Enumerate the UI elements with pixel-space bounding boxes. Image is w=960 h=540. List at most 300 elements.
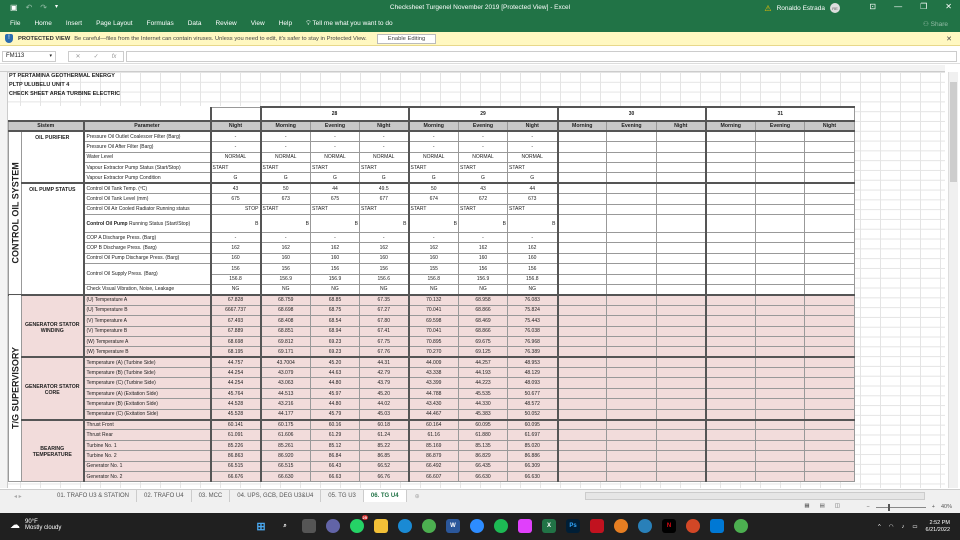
data-cell[interactable]: 67.41 [360, 326, 409, 336]
data-cell[interactable]: 86.829 [459, 451, 508, 461]
data-cell[interactable] [706, 264, 756, 274]
data-cell[interactable] [657, 472, 706, 482]
data-cell[interactable] [805, 142, 855, 152]
data-cell[interactable] [657, 305, 706, 315]
data-cell[interactable]: 69.23 [311, 336, 360, 346]
data-cell[interactable]: 50 [409, 183, 459, 193]
powerpoint-icon[interactable] [686, 519, 700, 533]
data-cell[interactable]: 44.80 [311, 378, 360, 388]
data-cell[interactable]: - [409, 131, 459, 141]
data-cell[interactable]: 85.22 [360, 440, 409, 450]
data-cell[interactable]: 85.169 [409, 440, 459, 450]
data-cell[interactable] [657, 274, 706, 284]
data-cell[interactable] [706, 305, 756, 315]
data-cell[interactable] [706, 378, 756, 388]
data-cell[interactable] [657, 173, 706, 183]
data-cell[interactable]: G [261, 173, 311, 183]
data-cell[interactable] [756, 163, 805, 173]
data-cell[interactable] [657, 420, 706, 430]
data-cell[interactable]: 160 [360, 253, 409, 263]
data-cell[interactable]: 43.063 [261, 378, 311, 388]
data-cell[interactable]: 66.43 [311, 461, 360, 471]
data-cell[interactable] [706, 274, 756, 284]
data-cell[interactable] [657, 357, 706, 367]
data-cell[interactable]: 68.958 [459, 295, 508, 305]
data-cell[interactable]: 61.606 [261, 430, 311, 440]
zoom-app-icon[interactable] [470, 519, 484, 533]
data-cell[interactable] [657, 440, 706, 450]
data-cell[interactable] [706, 142, 756, 152]
data-cell[interactable]: 48.953 [508, 357, 558, 367]
data-cell[interactable] [607, 368, 657, 378]
data-cell[interactable]: 156 [508, 264, 558, 274]
data-cell[interactable]: 156 [211, 264, 261, 274]
name-box[interactable] [2, 51, 56, 62]
data-cell[interactable]: 44 [311, 183, 360, 193]
data-cell[interactable] [607, 388, 657, 398]
data-cell[interactable]: NG [311, 284, 360, 294]
data-cell[interactable] [756, 420, 805, 430]
data-cell[interactable]: - [360, 142, 409, 152]
data-cell[interactable] [706, 131, 756, 141]
data-cell[interactable]: 45.97 [311, 388, 360, 398]
data-cell[interactable]: - [311, 233, 360, 243]
data-cell[interactable]: 66.676 [211, 472, 261, 482]
data-cell[interactable]: 60.18 [360, 420, 409, 430]
data-cell[interactable]: 50.677 [508, 388, 558, 398]
data-cell[interactable] [607, 243, 657, 253]
whatsapp-icon[interactable] [350, 515, 367, 533]
data-cell[interactable]: 45.383 [459, 409, 508, 419]
data-cell[interactable] [756, 326, 805, 336]
data-cell[interactable]: 162 [409, 243, 459, 253]
data-cell[interactable]: START [459, 163, 508, 173]
windows-start-icon[interactable]: ⊞ [256, 520, 266, 533]
data-cell[interactable]: 44.467 [409, 409, 459, 419]
data-cell[interactable] [756, 451, 805, 461]
data-cell[interactable]: 44.254 [211, 368, 261, 378]
data-cell[interactable]: NORMAL [409, 152, 459, 162]
data-cell[interactable] [805, 430, 855, 440]
data-cell[interactable]: 44.31 [360, 357, 409, 367]
data-cell[interactable]: 85.226 [211, 440, 261, 450]
data-cell[interactable]: 60.095 [508, 420, 558, 430]
data-cell[interactable] [558, 357, 607, 367]
data-cell[interactable] [805, 378, 855, 388]
data-cell[interactable]: 160 [261, 253, 311, 263]
user-account[interactable] [764, 3, 840, 13]
data-cell[interactable]: 86.84 [311, 451, 360, 461]
data-cell[interactable]: 162 [261, 243, 311, 253]
data-cell[interactable]: 60.175 [261, 420, 311, 430]
share-button[interactable] [923, 20, 948, 28]
data-cell[interactable] [756, 253, 805, 263]
battery-icon[interactable]: ▭ [912, 524, 918, 530]
data-cell[interactable]: 61.16 [409, 430, 459, 440]
data-cell[interactable]: 68.698 [261, 305, 311, 315]
data-cell[interactable] [558, 274, 607, 284]
data-cell[interactable]: 66.630 [261, 472, 311, 482]
tab-data[interactable]: Data [187, 20, 202, 27]
data-cell[interactable]: START [261, 204, 311, 214]
data-cell[interactable] [657, 183, 706, 193]
data-cell[interactable]: B [261, 215, 311, 233]
data-cell[interactable]: 86.879 [409, 451, 459, 461]
data-cell[interactable]: 70.895 [409, 336, 459, 346]
data-cell[interactable] [607, 472, 657, 482]
data-cell[interactable]: 45.03 [360, 409, 409, 419]
data-cell[interactable]: 44.177 [261, 409, 311, 419]
tell-me-search[interactable] [306, 20, 392, 28]
data-cell[interactable]: 66.492 [409, 461, 459, 471]
data-cell[interactable]: 48.572 [508, 399, 558, 409]
cancel-icon[interactable]: ✕ [75, 54, 81, 60]
tab-page-layout[interactable]: Page Layout [96, 20, 133, 27]
data-cell[interactable]: 162 [311, 243, 360, 253]
data-cell[interactable] [706, 368, 756, 378]
data-cell[interactable]: 44.63 [311, 368, 360, 378]
data-cell[interactable] [805, 305, 855, 315]
data-cell[interactable] [558, 316, 607, 326]
data-cell[interactable] [756, 388, 805, 398]
data-cell[interactable] [558, 472, 607, 482]
data-cell[interactable] [558, 253, 607, 263]
data-cell[interactable]: - [211, 233, 261, 243]
data-cell[interactable]: 44.193 [459, 368, 508, 378]
tab-file[interactable]: File [10, 20, 21, 27]
data-cell[interactable] [805, 357, 855, 367]
data-cell[interactable]: 43.430 [409, 399, 459, 409]
close-icon[interactable]: ✕ [945, 2, 952, 11]
data-cell[interactable]: 75.443 [508, 316, 558, 326]
data-cell[interactable] [657, 409, 706, 419]
data-cell[interactable]: START [459, 204, 508, 214]
data-cell[interactable] [706, 295, 756, 305]
data-cell[interactable] [756, 316, 805, 326]
data-cell[interactable] [607, 305, 657, 315]
data-cell[interactable]: 49.5 [360, 183, 409, 193]
edge-icon[interactable] [398, 519, 412, 533]
data-cell[interactable]: 69.125 [459, 347, 508, 357]
data-cell[interactable]: NORMAL [360, 152, 409, 162]
data-cell[interactable]: - [409, 142, 459, 152]
data-cell[interactable]: G [409, 173, 459, 183]
data-cell[interactable] [607, 336, 657, 346]
data-cell[interactable]: START [409, 204, 459, 214]
data-cell[interactable]: - [508, 131, 558, 141]
data-cell[interactable]: 69.675 [459, 336, 508, 346]
tab-home[interactable]: Home [34, 20, 52, 27]
search-icon[interactable]: ⌕ [283, 522, 287, 529]
photoshop-icon[interactable]: Ps [566, 519, 580, 533]
data-cell[interactable] [607, 347, 657, 357]
data-cell[interactable] [805, 316, 855, 326]
data-cell[interactable]: NORMAL [261, 152, 311, 162]
data-cell[interactable] [558, 243, 607, 253]
data-cell[interactable]: START [360, 204, 409, 214]
data-cell[interactable]: 45.20 [311, 357, 360, 367]
avatar[interactable]: RE [830, 3, 840, 13]
data-cell[interactable] [558, 388, 607, 398]
data-cell[interactable] [657, 461, 706, 471]
data-cell[interactable]: - [508, 142, 558, 152]
data-cell[interactable] [657, 316, 706, 326]
data-cell[interactable] [756, 142, 805, 152]
data-cell[interactable] [558, 430, 607, 440]
data-cell[interactable]: 70.041 [409, 305, 459, 315]
word-icon[interactable]: W [446, 519, 460, 533]
data-cell[interactable] [805, 194, 855, 204]
data-cell[interactable] [558, 378, 607, 388]
netflix-icon[interactable]: N [662, 519, 676, 533]
data-cell[interactable]: 85.261 [261, 440, 311, 450]
data-cell[interactable]: 66.630 [459, 472, 508, 482]
data-cell[interactable]: 75.824 [508, 305, 558, 315]
data-cell[interactable] [706, 399, 756, 409]
data-cell[interactable] [756, 399, 805, 409]
data-cell[interactable] [805, 399, 855, 409]
data-cell[interactable]: 45.535 [459, 388, 508, 398]
data-cell[interactable]: - [360, 233, 409, 243]
data-cell[interactable]: 677 [360, 194, 409, 204]
chevron-up-icon[interactable]: ^ [878, 524, 881, 530]
data-cell[interactable]: 156.9 [261, 274, 311, 284]
data-cell[interactable]: 50 [261, 183, 311, 193]
data-cell[interactable] [607, 295, 657, 305]
data-cell[interactable] [706, 420, 756, 430]
data-cell[interactable]: 67.828 [211, 295, 261, 305]
page-break-view-icon[interactable]: ◫ [834, 503, 840, 509]
data-cell[interactable] [805, 204, 855, 214]
data-cell[interactable]: 85.135 [459, 440, 508, 450]
data-cell[interactable]: - [311, 142, 360, 152]
scroll-thumb[interactable] [950, 82, 957, 182]
data-cell[interactable] [805, 152, 855, 162]
data-cell[interactable]: 68.85 [311, 295, 360, 305]
tab-view[interactable]: View [250, 20, 265, 27]
data-cell[interactable]: 70.041 [409, 326, 459, 336]
data-cell[interactable] [706, 233, 756, 243]
data-cell[interactable]: - [459, 131, 508, 141]
data-cell[interactable]: NORMAL [211, 152, 261, 162]
data-cell[interactable]: 156.6 [360, 274, 409, 284]
data-cell[interactable]: 66.52 [360, 461, 409, 471]
data-cell[interactable]: START [211, 163, 261, 173]
data-cell[interactable]: START [261, 163, 311, 173]
data-cell[interactable] [805, 336, 855, 346]
magnifier-icon[interactable] [638, 519, 652, 533]
sheet-tab-trafo-u3[interactable]: 01. TRAFO U3 & STATION [50, 490, 137, 504]
data-cell[interactable]: G [360, 173, 409, 183]
data-cell[interactable]: NG [409, 284, 459, 294]
data-cell[interactable]: 66.435 [459, 461, 508, 471]
data-cell[interactable]: 48.093 [508, 378, 558, 388]
data-cell[interactable] [706, 253, 756, 263]
data-cell[interactable]: 156.9 [459, 274, 508, 284]
function-icon[interactable]: fx [111, 53, 117, 60]
data-cell[interactable]: 66.309 [508, 461, 558, 471]
data-cell[interactable] [607, 215, 657, 233]
data-cell[interactable] [805, 409, 855, 419]
weather-widget[interactable] [10, 519, 61, 531]
data-cell[interactable]: 156.9 [311, 274, 360, 284]
data-cell[interactable] [706, 451, 756, 461]
save-icon[interactable]: ▣ [10, 3, 18, 12]
data-cell[interactable]: 44.223 [459, 378, 508, 388]
data-cell[interactable] [607, 357, 657, 367]
check-icon[interactable]: ✓ [93, 54, 99, 60]
sheet-tab-mcc[interactable]: 03. MCC [192, 490, 231, 504]
data-cell[interactable] [657, 336, 706, 346]
color-app-icon[interactable] [614, 519, 628, 533]
volume-icon[interactable]: ♪ [901, 524, 905, 530]
data-cell[interactable] [607, 264, 657, 274]
data-cell[interactable] [607, 430, 657, 440]
data-cell[interactable]: 67.75 [360, 336, 409, 346]
data-cell[interactable] [706, 194, 756, 204]
data-cell[interactable]: G [508, 173, 558, 183]
data-cell[interactable] [706, 472, 756, 482]
data-cell[interactable] [756, 336, 805, 346]
data-cell[interactable]: 70.270 [409, 347, 459, 357]
add-sheet-icon[interactable]: ⊕ [414, 494, 420, 500]
page-layout-view-icon[interactable]: ▤ [819, 503, 825, 509]
data-cell[interactable] [657, 215, 706, 233]
data-cell[interactable] [607, 233, 657, 243]
sheet-tab-tg-u4[interactable]: 06. TG U4 [364, 490, 407, 504]
data-cell[interactable]: 66.630 [508, 472, 558, 482]
data-cell[interactable] [756, 357, 805, 367]
data-cell[interactable]: 43.7004 [261, 357, 311, 367]
data-cell[interactable] [657, 368, 706, 378]
data-cell[interactable] [756, 430, 805, 440]
data-cell[interactable] [607, 253, 657, 263]
data-cell[interactable] [607, 440, 657, 450]
zoom-slider[interactable] [876, 507, 926, 508]
zoom-out-icon[interactable]: − [866, 504, 870, 510]
data-cell[interactable]: 156.8 [409, 274, 459, 284]
photos-icon[interactable] [518, 519, 532, 533]
data-cell[interactable]: 156.8 [508, 274, 558, 284]
data-cell[interactable] [706, 430, 756, 440]
data-cell[interactable]: 156 [261, 264, 311, 274]
data-cell[interactable]: START [409, 163, 459, 173]
data-cell[interactable]: B [409, 215, 459, 233]
data-cell[interactable] [706, 336, 756, 346]
data-cell[interactable]: 675 [211, 194, 261, 204]
data-cell[interactable] [706, 357, 756, 367]
data-cell[interactable] [706, 461, 756, 471]
data-cell[interactable] [607, 173, 657, 183]
data-cell[interactable]: 160 [211, 253, 261, 263]
sheet-nav-arrows[interactable]: ◂ ▸ [14, 494, 22, 500]
data-cell[interactable]: 160 [409, 253, 459, 263]
data-cell[interactable] [607, 204, 657, 214]
data-cell[interactable] [607, 461, 657, 471]
data-cell[interactable] [657, 243, 706, 253]
data-cell[interactable]: 60.095 [459, 420, 508, 430]
data-cell[interactable] [756, 461, 805, 471]
data-cell[interactable]: NORMAL [311, 152, 360, 162]
data-cell[interactable] [607, 163, 657, 173]
data-cell[interactable] [558, 461, 607, 471]
data-cell[interactable]: 69.23 [311, 347, 360, 357]
data-cell[interactable]: NG [508, 284, 558, 294]
data-cell[interactable] [607, 183, 657, 193]
data-cell[interactable]: 43.338 [409, 368, 459, 378]
data-cell[interactable]: B [459, 215, 508, 233]
close-icon[interactable]: ✕ [946, 36, 952, 43]
data-cell[interactable]: 155 [409, 264, 459, 274]
data-cell[interactable] [805, 253, 855, 263]
data-cell[interactable]: NG [261, 284, 311, 294]
undo-icon[interactable]: ↶ [25, 3, 33, 12]
file-explorer-icon[interactable] [374, 519, 388, 533]
data-cell[interactable]: 45.528 [211, 409, 261, 419]
data-cell[interactable] [607, 194, 657, 204]
data-cell[interactable]: 68.866 [459, 305, 508, 315]
data-cell[interactable]: START [311, 163, 360, 173]
data-cell[interactable] [805, 131, 855, 141]
data-cell[interactable] [805, 440, 855, 450]
data-cell[interactable]: 61.697 [508, 430, 558, 440]
data-cell[interactable] [607, 274, 657, 284]
data-cell[interactable] [805, 461, 855, 471]
data-cell[interactable] [756, 131, 805, 141]
data-cell[interactable] [706, 440, 756, 450]
data-cell[interactable]: 76.968 [508, 336, 558, 346]
data-cell[interactable]: 162 [360, 243, 409, 253]
data-cell[interactable]: - [311, 131, 360, 141]
data-cell[interactable] [756, 194, 805, 204]
spotify-icon[interactable] [494, 519, 508, 533]
formula-input[interactable] [126, 51, 957, 62]
task-view-icon[interactable] [302, 519, 316, 533]
data-cell[interactable]: 162 [459, 243, 508, 253]
data-cell[interactable] [657, 204, 706, 214]
data-cell[interactable] [706, 215, 756, 233]
data-cell[interactable] [756, 368, 805, 378]
data-cell[interactable] [558, 368, 607, 378]
data-cell[interactable]: 68.54 [311, 316, 360, 326]
data-cell[interactable] [756, 233, 805, 243]
data-cell[interactable] [607, 399, 657, 409]
clock[interactable] [926, 520, 950, 534]
data-cell[interactable] [805, 163, 855, 173]
data-cell[interactable]: 76.038 [508, 326, 558, 336]
data-cell[interactable] [805, 326, 855, 336]
data-cell[interactable]: 67.493 [211, 316, 261, 326]
data-cell[interactable] [805, 173, 855, 183]
data-cell[interactable]: 44.788 [409, 388, 459, 398]
data-cell[interactable] [657, 233, 706, 243]
data-cell[interactable]: G [211, 173, 261, 183]
data-cell[interactable] [657, 264, 706, 274]
data-cell[interactable] [558, 264, 607, 274]
data-cell[interactable]: 156.8 [211, 274, 261, 284]
data-cell[interactable]: 66.515 [211, 461, 261, 471]
data-cell[interactable] [756, 284, 805, 294]
data-cell[interactable] [756, 378, 805, 388]
data-cell[interactable]: 66.63 [311, 472, 360, 482]
data-cell[interactable] [607, 420, 657, 430]
data-cell[interactable] [657, 284, 706, 294]
horizontal-scrollbar[interactable] [585, 492, 925, 500]
data-cell[interactable]: 44.757 [211, 357, 261, 367]
data-cell[interactable]: B [508, 215, 558, 233]
data-cell[interactable] [607, 326, 657, 336]
data-cell[interactable]: - [508, 233, 558, 243]
